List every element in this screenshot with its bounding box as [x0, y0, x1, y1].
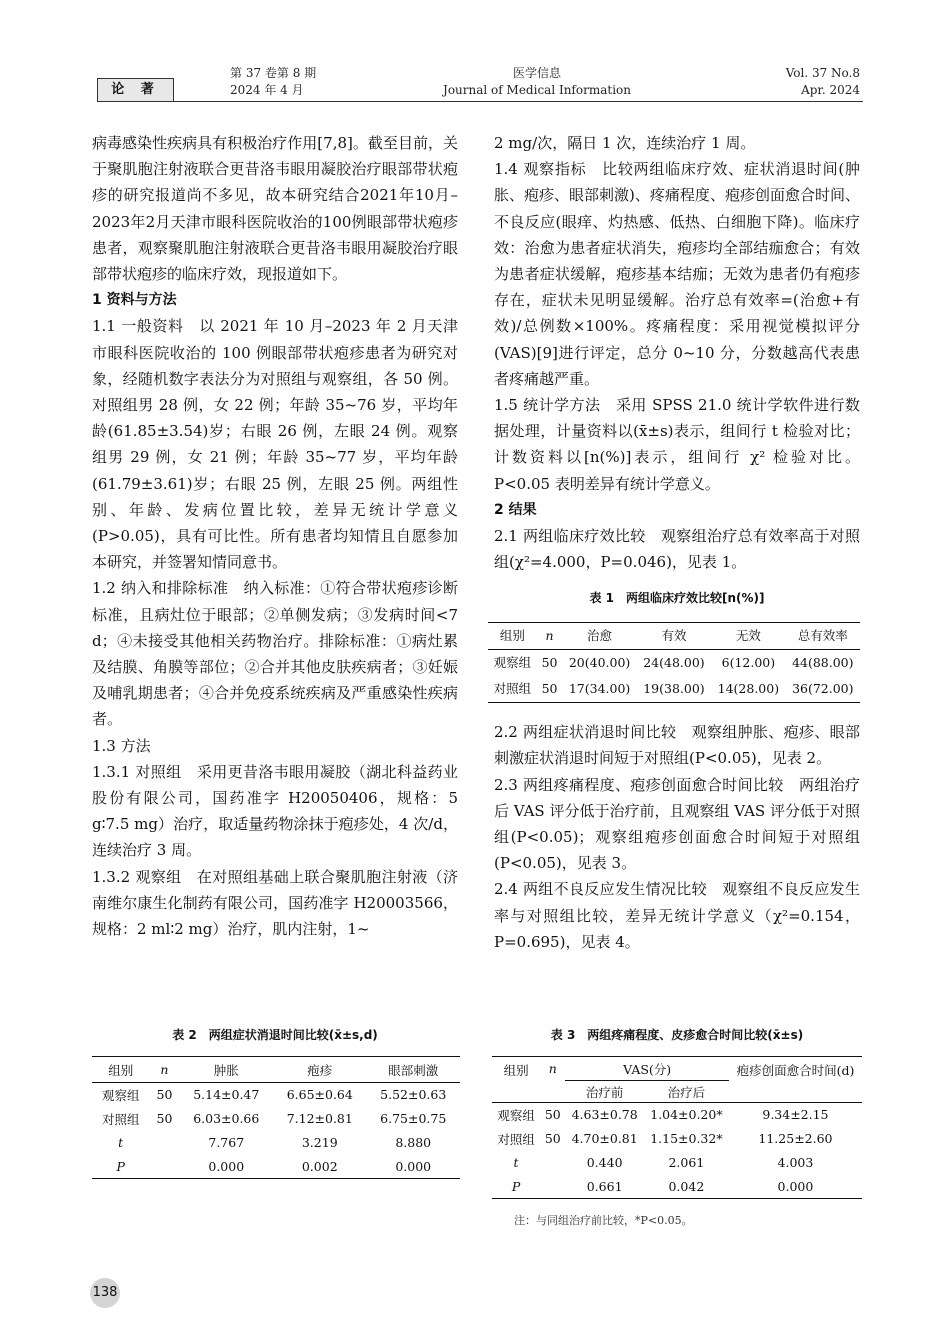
table-cell: P [116, 1158, 125, 1174]
table-cell: 20(40.00) [568, 654, 631, 670]
table-header: n [548, 1061, 557, 1076]
table1-header-row [488, 622, 860, 649]
table-cell: 0.042 [668, 1178, 705, 1194]
table1-title: 表 1 两组临床疗效比较[n(%)] [589, 591, 765, 606]
paragraph-criteria: 1.2 纳入和排除标准 纳入标准：①符合带状疱疹诊断标准，且病灶位于眼部；②单侧发病；③发病时间<7 d；④未接受其他相关药物治疗。排除标准：①病灶累及结膜、角膜等部位；②合并其他皮肤疾病者；③妊娠及哺乳期患者；④合并免疫系统疾病及严重感染性疾病者。 [92, 579, 458, 729]
table-cell: 5.52±0.63 [380, 1087, 447, 1103]
table-cell: 44(88.00) [792, 654, 854, 670]
table-row [488, 649, 860, 676]
paragraph-statistics: 1.5 统计学方法 采用 SPSS 21.0 统计学软件进行数据处理，计量资料以(x̄±s)表示，组间行 t 检验对比；计数资料以[n(%)]表示，组间行 χ² 检验对比。P<0.05 表明差异有统计学意义。 [494, 396, 860, 493]
table-header: n [160, 1062, 169, 1077]
table-header: 组别 [499, 627, 525, 643]
table-cell: 8.880 [395, 1135, 432, 1150]
table-cell: 对照组 [101, 1111, 140, 1127]
table3 [492, 1056, 862, 1199]
table-cell: 50 [156, 1111, 173, 1126]
heading-methods: 1 资料与方法 [92, 292, 177, 309]
table-cell: 50 [541, 654, 558, 670]
table-cell: 3.219 [301, 1135, 338, 1150]
table-header: 组别 [108, 1062, 134, 1078]
table-header: n [545, 627, 554, 643]
paragraph-dosage: 2 mg/次，隔日 1 次，连续治疗 1 周。 [494, 134, 756, 152]
table-cell: 5.14±0.47 [193, 1087, 260, 1103]
table-cell: 4.63±0.78 [571, 1107, 638, 1123]
journal-en: Journal of Medical Information [443, 83, 631, 97]
table-row [92, 1107, 460, 1131]
table3-title: 表 3 两组疼痛程度、皮疹愈合时间比较(x̄±s) [550, 1028, 804, 1042]
volume-en: Vol. 37 No.8 [785, 66, 860, 80]
paragraph-general-data: 1.1 一般资料 以 2021 年 10 月–2023 年 2 月天津市眼科医院收治的 100 例眼部带状疱疹患者为研究对象，经随机数字表法分为对照组与观察组，各 50 例。对照组男 28 例，女 22 例；年龄 35~76 岁，平均年龄(61.85±3.54)岁；右眼 26 例，左眼 24 例。观察组男 29 例，女 21 例；年龄 35~77 岁，平均年龄(61.79±3.61)岁；右眼 25 例，左眼 25 例。两组性别、年龄、发病位置比较，差异无统计学意义(P>0.05)，具有可比性。所有患者均知情且自愿参加本研究，并签署知情同意书。 [92, 317, 458, 572]
table-cell: 6.75±0.75 [380, 1111, 447, 1126]
table-header: 治愈 [587, 627, 613, 643]
section-label: 论 著 [97, 78, 174, 102]
table-cell: 4.003 [777, 1155, 814, 1170]
table-cell: 0.000 [208, 1158, 245, 1174]
table-row [492, 1127, 862, 1151]
header-rule [174, 101, 863, 102]
table-cell: 观察组 [497, 1107, 535, 1123]
paragraph-result-22: 2.2 两组症状消退时间比较 观察组肿胀、疱疹、眼部刺激症状消退时间短于对照组(P<0.05)，见表 2。 [494, 723, 860, 768]
table3-header-row [492, 1057, 862, 1081]
table-cell: 0.661 [586, 1178, 623, 1194]
table-cell [149, 1155, 179, 1179]
table-cell: 11.25±2.60 [758, 1131, 833, 1146]
table-cell: t [118, 1135, 124, 1150]
table-cell: 2.061 [668, 1155, 705, 1170]
table-row [492, 1151, 862, 1175]
left-column [92, 130, 458, 942]
table-header: 眼部刺激 [388, 1062, 439, 1078]
table-cell: 0.000 [777, 1178, 814, 1194]
table-cell: 0.000 [395, 1158, 432, 1174]
table-subheader: 治疗后 [667, 1084, 706, 1100]
table-cell: 4.70±0.81 [571, 1131, 638, 1146]
table-cell: 50 [544, 1107, 561, 1123]
paragraph-result-24: 2.4 两组不良反应发生情况比较 观察组不良反应发生率与对照组比较，差异无统计学意义（χ²=0.154，P=0.695)，见表 4。 [494, 880, 860, 951]
table-cell: 50 [156, 1087, 173, 1103]
table2 [92, 1056, 460, 1179]
table-header: 总有效率 [797, 627, 848, 643]
table-cell: 1.15±0.32* [650, 1131, 723, 1146]
page-number: 138 [90, 1278, 120, 1308]
journal-cn: 医学信息 [512, 66, 561, 80]
table-cell: 24(48.00) [643, 654, 705, 670]
table-header: VAS(分) [565, 1057, 728, 1081]
table-cell: 观察组 [101, 1087, 140, 1103]
table-cell: 17(34.00) [568, 681, 631, 697]
table-row [488, 676, 860, 703]
table-cell: 9.34±2.15 [762, 1107, 829, 1123]
table-cell: 50 [541, 681, 558, 697]
table-header: 有效 [661, 627, 687, 643]
table2-title: 表 2 两组症状消退时间比较(x̄±s,d) [172, 1028, 378, 1042]
table-cell: 0.440 [586, 1155, 623, 1170]
table-cell [540, 1175, 565, 1199]
table1 [488, 622, 860, 704]
paragraph-observation-group: 1.3.2 观察组 在对照组基础上联合聚肌胞注射液（济南维尔康生化制药有限公司，国药准字 H20003566，规格：2 ml∶2 mg）治疗，肌内注射，1~ [92, 867, 458, 939]
paragraph-indicators: 1.4 观察指标 比较两组临床疗效、症状消退时间(肿胀、疱疹、眼部刺激)、疼痛程度、疱疹创面愈合时间、不良反应(眼痒、灼热感、低热、白细胞下降)。临床疗效：治愈为患者症状消失，疱疹均全部结痂愈合；有效为患者症状缓解，疱疹基本结痂；无效为患者仍有疱疹存在，症状未见明显缓解。治疗总有效率=(治愈+有效)/总例数×100%。疼痛程度：采用视觉模拟评分(VAS)[9]进行评定，总分 0~10 分，分数越高代表患者疼痛越严重。 [494, 160, 860, 388]
table-cell [149, 1131, 179, 1155]
table-header: 肿胀 [213, 1062, 239, 1078]
table-row [92, 1131, 460, 1155]
heading-method: 1.3 方法 [92, 736, 151, 755]
table-cell: 19(38.00) [643, 681, 705, 697]
table-cell: 7.767 [208, 1135, 245, 1150]
paragraph-control-group: 1.3.1 对照组 采用更昔洛韦眼用凝胶（湖北科益药业股份有限公司，国药准字 H20050406，规格：5 g∶7.5 mg）治疗，取适量药物涂抹于疱疹处，4 次/d，连续治疗 3 周。 [92, 762, 458, 860]
paragraph-result-23: 2.3 两组疼痛程度、疱疹创面愈合时间比较 两组治疗后 VAS 评分低于治疗前，且观察组 VAS 评分低于对照组(P<0.05)；观察组疱疹创面愈合时间短于对照组(P<0.05)，见表 3。 [494, 775, 860, 873]
table-row [92, 1155, 460, 1179]
table-row [492, 1103, 862, 1127]
table-header: 疱疹创面愈合时间(d) [736, 1063, 855, 1078]
table-cell: 6(12.00) [721, 654, 776, 670]
table-cell: 14(28.00) [717, 681, 780, 697]
table2-header-row [92, 1057, 460, 1083]
table-cell: 对照组 [493, 681, 532, 697]
table-header: 无效 [735, 627, 761, 643]
table-cell: t [513, 1155, 519, 1170]
date-cn: 2024 年 4 月 [230, 83, 304, 97]
table-cell: 1.04±0.20* [650, 1107, 723, 1123]
table-cell [540, 1151, 565, 1175]
table-cell: 36(72.00) [792, 681, 854, 697]
table3-note: 注：与同组治疗前比较，*P<0.05。 [514, 1214, 693, 1227]
table-cell: 6.65±0.64 [286, 1087, 353, 1103]
paragraph-result-21: 2.1 两组临床疗效比较 观察组治疗总有效率高于对照组(χ²=4.000，P=0.046)，见表 1。 [494, 527, 860, 572]
table-subheader: 治疗前 [585, 1084, 624, 1100]
table-cell: 观察组 [493, 654, 532, 670]
table-cell: 50 [544, 1131, 561, 1146]
table-cell: 0.002 [301, 1158, 338, 1174]
volume-cn: 第 37 卷第 8 期 [230, 66, 317, 80]
table-cell: 6.03±0.66 [193, 1111, 260, 1126]
table-cell: 对照组 [497, 1131, 535, 1147]
table-row [92, 1083, 460, 1107]
date-en: Apr. 2024 [801, 83, 860, 97]
heading-results: 2 结果 [494, 501, 537, 518]
table-header: 组别 [503, 1063, 529, 1078]
right-column [494, 130, 860, 955]
table-cell: 7.12±0.81 [286, 1111, 353, 1126]
table-row [492, 1175, 862, 1199]
table-cell: P [511, 1178, 521, 1194]
table-header: 疱疹 [307, 1062, 333, 1078]
paragraph-intro: 病毒感染性疾病具有积极治疗作用[7,8]。截至目前，关于聚肌胞注射液联合更昔洛韦眼用凝胶治疗眼部带状疱疹的研究报道尚不多见，故本研究结合2021年10月–2023年2月天津市眼科医院收治的100例眼部带状疱疹患者，观察聚肌胞注射液联合更昔洛韦眼用凝胶治疗眼部带状疱疹的临床疗效，现报道如下。 [92, 134, 458, 284]
